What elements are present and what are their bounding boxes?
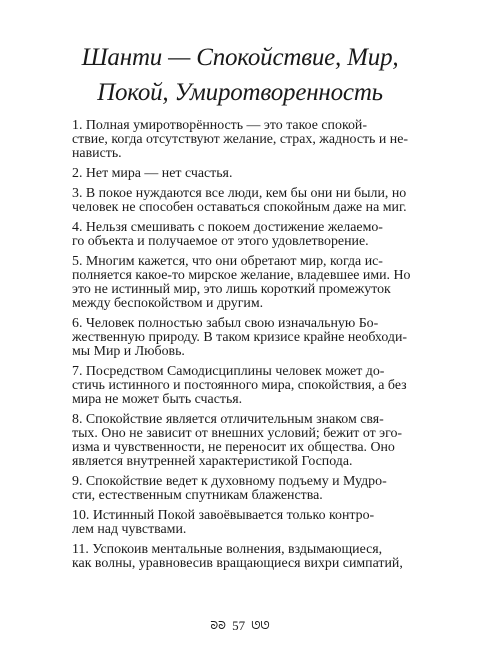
ornament-right-icon: ᘎᘎ: [251, 620, 270, 633]
paragraph-11: 11. Успокоив ментальные волнения, вздымающиеся, как волны, уравновесив вращающиеся вихри симпатий,: [72, 542, 403, 571]
page-title-line-1: Шанти — Спокойствие, Мир,: [81, 44, 399, 71]
paragraph-10: 10. Истинный Покой завоёвывается только контро- лем над чувствами.: [72, 508, 375, 537]
paragraph-7: 7. Посредством Самодисциплины человек может до- стичь истинного и постоянного мира, спокойствия, а без мира не может быть счастья.: [72, 364, 407, 407]
paragraph-4: 4. Нельзя смешивать с покоем достижение желаемо- го объекта и получаемое от этого удовлетворение.: [72, 220, 383, 249]
paragraph-9: 9. Спокойствие ведет к духовному подъему и Мудро- сти, естественным спутникам блаженства.: [72, 474, 387, 503]
paragraph-3: 3. В покое нуждаются все люди, кем бы они ни были, но человек не способен оставаться спокойным даже на миг.: [72, 186, 407, 215]
paragraph-6: 6. Человек полностью забыл свою изначальную Бо- жественную природу. В таком кризисе крайне необходи- мы Мир и Любовь.: [72, 316, 408, 359]
page-number: 57: [232, 618, 246, 634]
page-footer: [0, 617, 480, 634]
paragraph-5: 5. Многим кажется, что они обретают мир, когда ис- полняется какое-то мирское желание, владевшее ими. Но это не истинный мир, это лишь короткий промежуток между беспокойством и другим.: [72, 254, 411, 311]
paragraph-2: 2. Нет мира — нет счастья.: [72, 166, 233, 181]
paragraph-8: 8. Спокойствие является отличительным знаком свя- тых. Оно не зависит от внешних условий; бежит от эго- изма и чувственности, не переносит их общества. Оно является внутренней характеристикой Господа.: [72, 412, 403, 469]
ornament-left-icon: ᘐᘐ: [210, 620, 226, 633]
page-title-line-2: Покой, Умиротворенность: [97, 79, 383, 106]
paragraph-1: 1. Полная умиротворённость — это такое спокой- ствие, когда отсутствуют желание, страх, жадность и не- нависть.: [72, 118, 408, 161]
